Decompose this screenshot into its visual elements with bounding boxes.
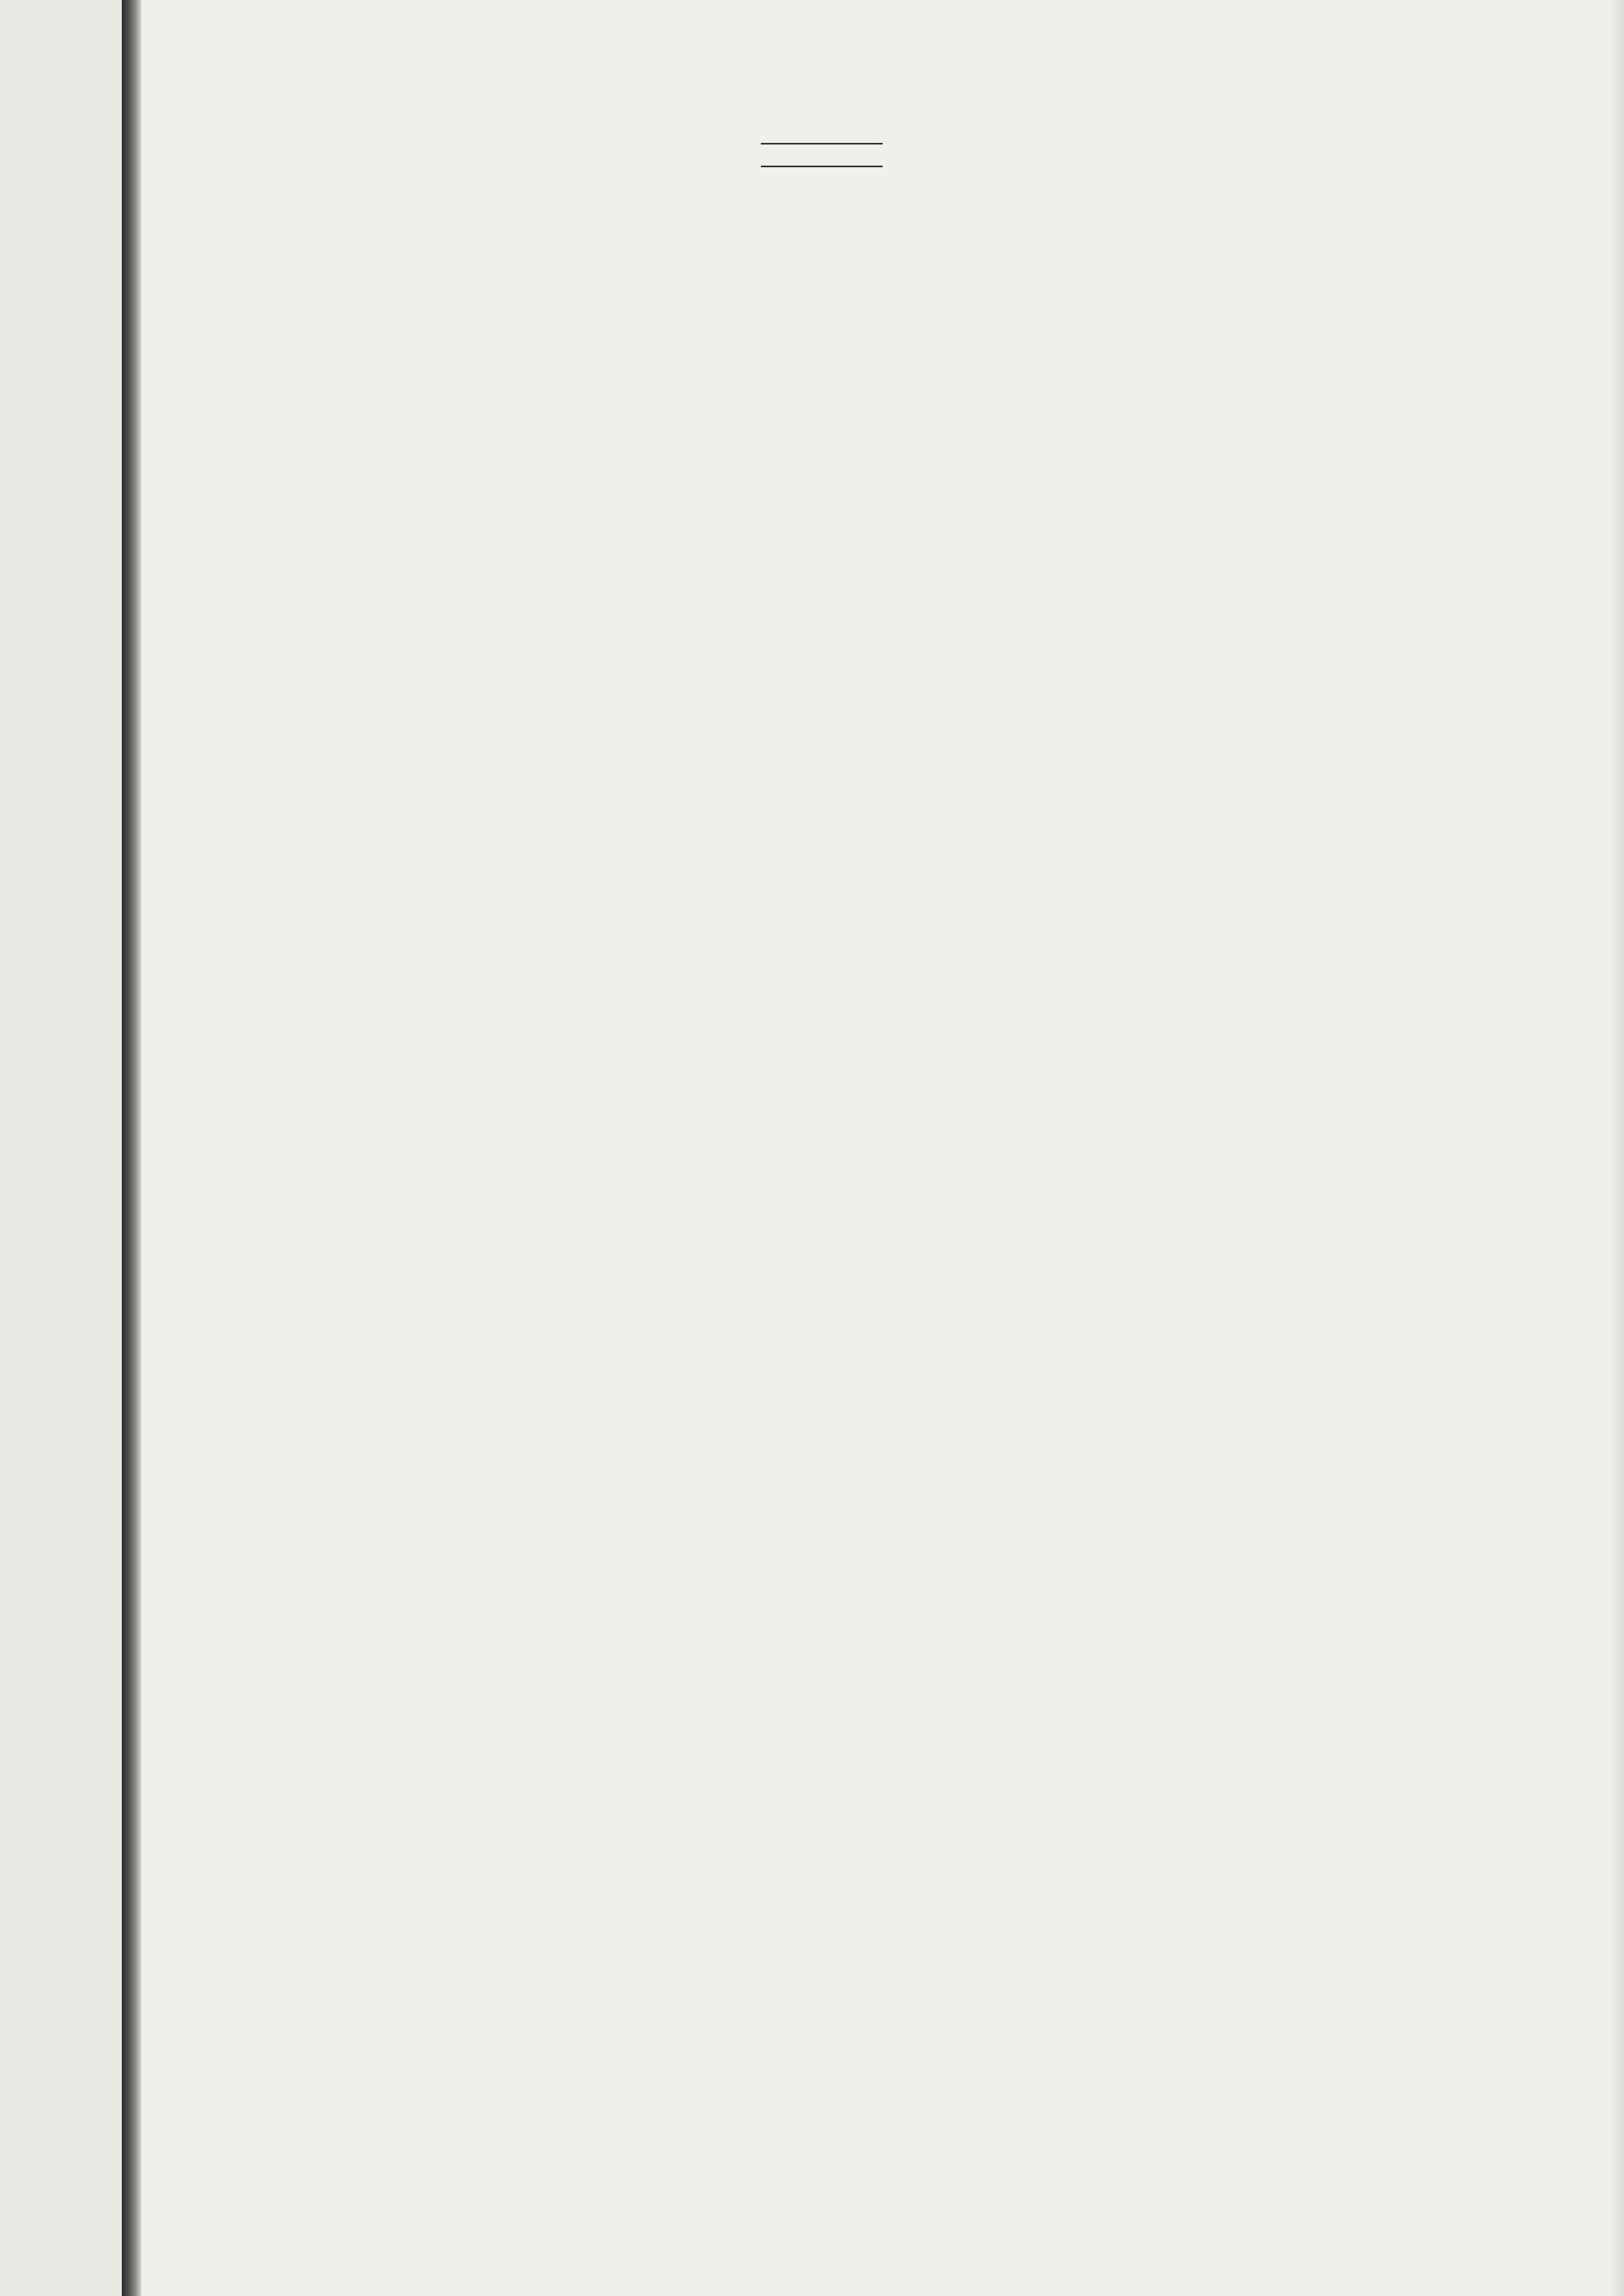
running-head xyxy=(174,73,1470,122)
page-edge xyxy=(1609,0,1624,2296)
section-divider xyxy=(761,166,883,167)
previous-page-margin xyxy=(0,0,122,2296)
page-content xyxy=(174,73,1470,185)
section-divider xyxy=(761,143,883,145)
book-gutter xyxy=(122,0,141,2296)
